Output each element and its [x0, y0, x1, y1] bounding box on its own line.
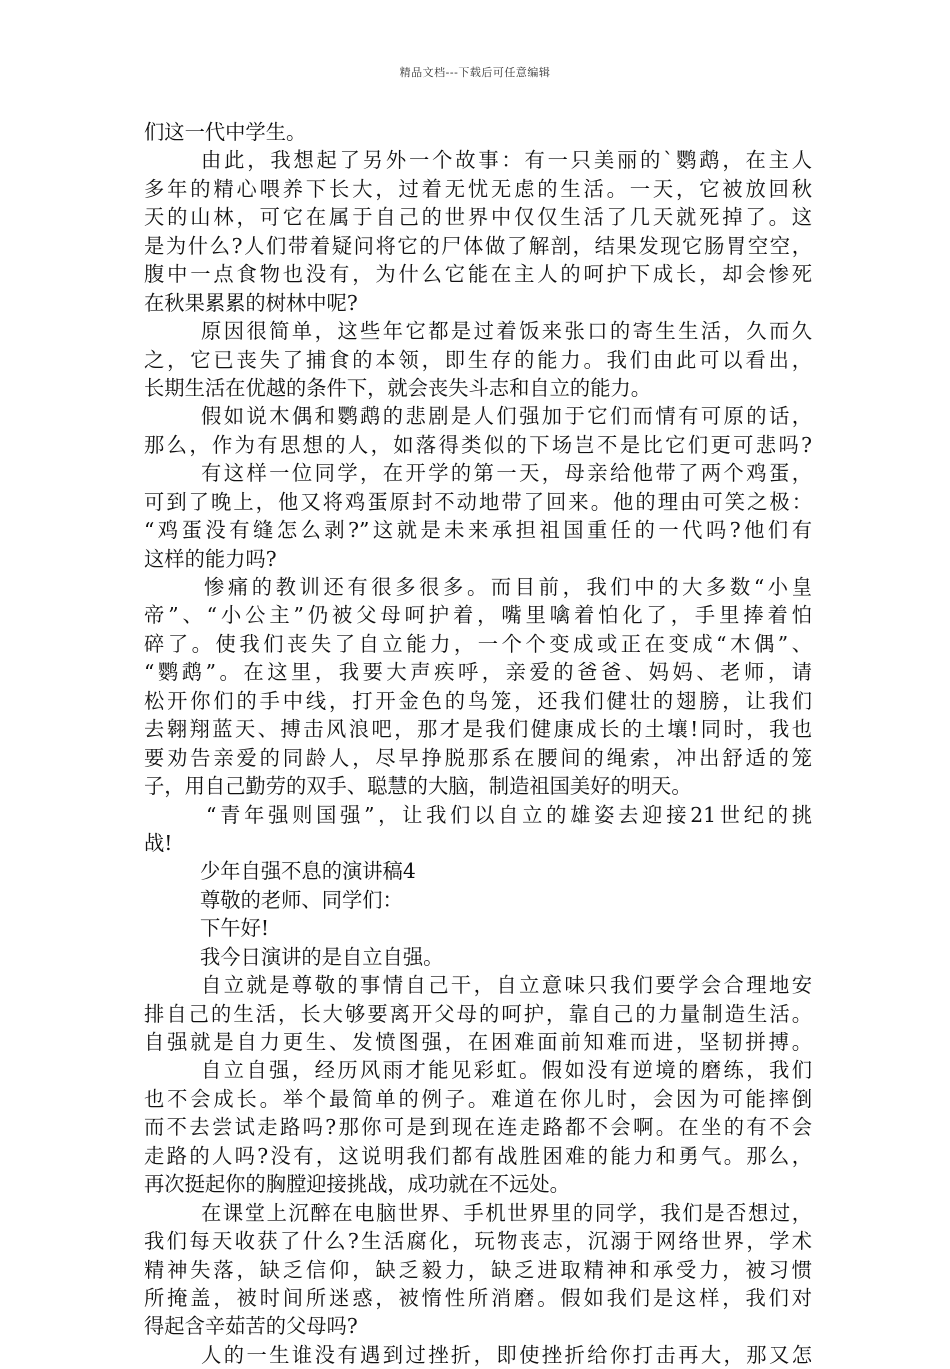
text-line: 自强就是自力更生、发愤图强，在困难面前知难而进，坚韧拼搏。	[144, 1030, 812, 1054]
text-line: 们这一代中学生。	[144, 120, 307, 144]
text-line: 排自己的生活，长大够要离开父母的呵护，靠自己的力量制造生活。	[144, 1001, 812, 1026]
text-line: 之，它已丧失了捕食的本领，即生存的能力。我们由此可以看出，	[144, 347, 812, 372]
text-line: 精神失落，缺乏信仰，缺乏毅力，缺乏进取精神和承受力，被习惯	[144, 1257, 812, 1282]
text-line: 天的山林，可它在属于自己的世界中仅仅生活了几天就死掉了。这	[144, 205, 812, 230]
text-line: 帝”、“小公主”仍被父母呵护着，嘴里噙着怕化了，手里捧着怕	[144, 603, 812, 628]
text-line: 在课堂上沉醉在电脑世界、手机世界里的同学，我们是否想过，	[201, 1200, 812, 1225]
text-line: 也不会成长。举个最简单的例子。难道在你儿时，会因为可能摔倒	[144, 1086, 812, 1111]
text-line: 是为什么?人们带着疑问将它的尸体做了解剖，结果发现它肠胃空空，	[144, 233, 812, 258]
text-line: 长期生活在优越的条件下，就会丧失斗志和自立的能力。	[144, 375, 652, 400]
text-line: 自立自强，经历风雨才能见彩虹。假如没有逆境的磨练，我们	[201, 1058, 812, 1083]
text-line: 所掩盖，被时间所迷惑，被惰性所消磨。假如我们是这样，我们对	[144, 1285, 812, 1310]
text-line: 走路的人吗?没有，这说明我们都有战胜困难的能力和勇气。那么，	[144, 1143, 812, 1168]
text-line: 这样的能力吗?	[144, 546, 277, 571]
text-line: 而不去尝试走路吗?那你可是到现在连走路都不会啊。在坐的有不会	[144, 1115, 812, 1140]
text-line: 子，用自己勤劳的双手、聪慧的大脑，制造祖国美好的明天。	[144, 774, 692, 799]
text-line: 在秋果累累的树林中呢?	[144, 290, 358, 315]
document-body	[144, 118, 812, 1369]
text-line: 可到了晚上，他又将鸡蛋原封不动地带了回来。他的理由可笑之极：	[144, 489, 812, 514]
text-line: 再次挺起你的胸膛迎接挑战，成功就在不远处。	[144, 1172, 570, 1197]
text-line: 尊敬的老师、同学们：	[200, 887, 403, 912]
text-line: 少年自强不息的演讲稿4	[200, 859, 416, 884]
text-line: “鹦鹉”。在这里，我要大声疾呼，亲爱的爸爸、妈妈、老师，请	[144, 660, 812, 685]
text-line: 腹中一点食物也没有，为什么它能在主人的呵护下成长，却会惨死	[144, 262, 812, 287]
text-line: 得起含辛茹苦的父母吗?	[144, 1314, 358, 1339]
text-line: 惨痛的教训还有很多很多。而目前，我们中的大多数“小皇	[204, 575, 812, 599]
text-line: “鸡蛋没有缝怎么剥?”这就是未来承担祖国重任的一代吗?他们有	[144, 518, 812, 543]
text-line: 人的一生谁没有遇到过挫折，即使挫折给你打击再大，那又怎	[201, 1342, 812, 1367]
text-line: 去翱翔蓝天、搏击风浪吧，那才是我们健康成长的土壤!同时，我也	[144, 717, 812, 742]
text-line: 自立就是尊敬的事情自己干，自立意味只我们要学会合理地安	[201, 973, 812, 998]
text-line: 松开你们的手中线，打开金色的鸟笼，还我们健壮的翅膀，让我们	[144, 688, 812, 713]
text-line: 由此，我想起了另外一个故事：有一只美丽的`鹦鹉，在主人	[201, 148, 812, 173]
text-line: 有这样一位同学，在开学的第一天，母亲给他带了两个鸡蛋，	[201, 461, 812, 486]
text-line: 要劝告亲爱的同龄人，尽早挣脱那系在腰间的绳索，冲出舒适的笼	[144, 745, 812, 770]
text-line: 我们每天收获了什么?生活腐化，玩物丧志，沉溺于网络世界，学术	[144, 1229, 812, 1254]
text-line: 那么，作为有思想的人，如落得类似的下场岂不是比它们更可悲吗?	[144, 432, 812, 457]
text-line: 原因很简单，这些年它都是过着饭来张口的寄生生活，久而久	[201, 319, 812, 344]
text-line: 我今日演讲的是自立自强。	[200, 944, 444, 969]
text-line: 战!	[144, 830, 173, 855]
text-line: “青年强则国强”，让我们以自立的雄姿去迎接21世纪的挑	[206, 802, 812, 827]
text-line: 下午好!	[200, 916, 269, 941]
page-header: 精品文档---下载后可任意编辑	[399, 66, 551, 79]
text-line: 多年的精心喂养下长大，过着无忧无虑的生活。一天，它被放回秋	[144, 176, 812, 201]
text-line: 假如说木偶和鹦鹉的悲剧是人们强加于它们而情有可原的话，	[201, 404, 812, 429]
text-line: 碎了。使我们丧失了自立能力，一个个变成或正在变成“木偶”、	[144, 631, 812, 656]
